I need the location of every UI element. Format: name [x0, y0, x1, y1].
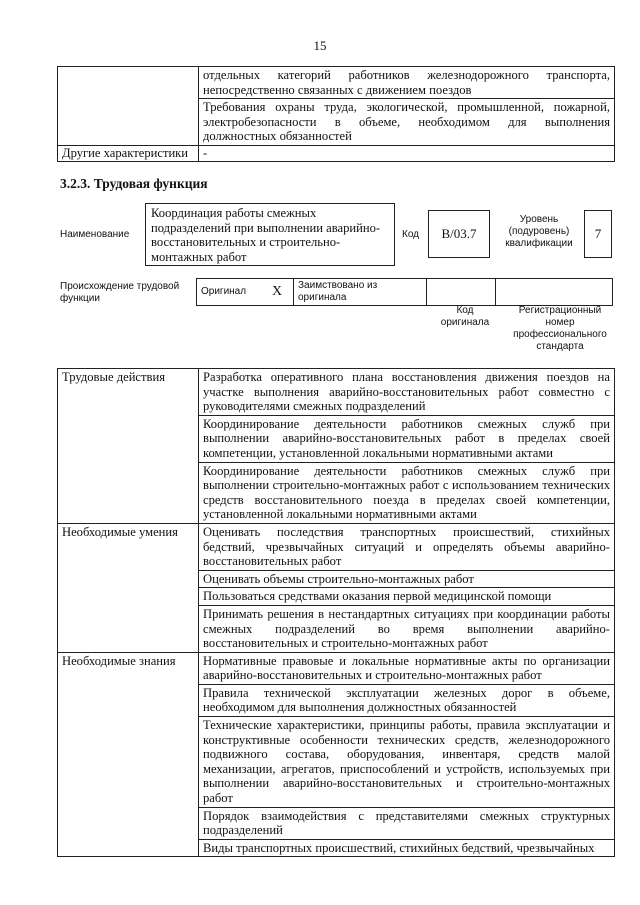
table-row: [58, 523, 615, 652]
row-label: Другие характеристики: [58, 145, 199, 161]
table-cell-text: Правила технической эксплуатации железных дорог в объеме, необходимом для выполнения должностных обязанностей: [199, 685, 614, 717]
row-label: Трудовые действия: [58, 369, 199, 524]
row-label: Необходимые знания: [58, 652, 199, 857]
original-mark: X: [261, 279, 294, 306]
table-row: [58, 145, 615, 161]
table-row: [58, 652, 615, 857]
function-code-box: В/03.7: [428, 210, 490, 258]
table-cell-text: Разработка оперативного плана восстановления движения поездов на участке выполнения аварийно-восстановительных работ совместно с руководителями смежных подразделений: [199, 369, 614, 416]
reg-caption: Регистрационный номер профессионального стандарта: [513, 305, 607, 352]
row-label: Необходимые умения: [58, 523, 199, 652]
borrowed-label: Заимствовано из оригинала: [294, 279, 427, 306]
table-cell-text: Пользоваться средствами оказания первой медицинской помощи: [199, 588, 614, 606]
main-table: [57, 368, 615, 857]
code-label: Код: [402, 229, 420, 240]
page-number: 15: [313, 38, 327, 53]
qualification-level-box: 7: [584, 210, 612, 258]
table-cell-text: Координирование деятельности работников смежных служб при выполнении аварийно-восстановительных работ в пределах своей компетенции, установленной локальными нормативными актами: [199, 416, 614, 463]
table-cell-text: отдельных категорий работников железнодорожного транспорта, непосредственно связанных с движением поездов: [199, 67, 614, 99]
table-cell-text: Виды транспортных происшествий, стихийных бедствий, чрезвычайных: [203, 840, 595, 855]
table-cell-text: Оценивать последствия транспортных происшествий, стихийных бедствий, чрезвычайных ситуаций и определять объемы аварийно-восстановительных работ: [199, 524, 614, 571]
table-cell-text: Порядок взаимодействия с представителями смежных структурных подразделений: [199, 808, 614, 840]
origin-table: [196, 278, 613, 306]
table-cell-text: Требования охраны труда, экологической, промышленной, пожарной, электробезопасности в объеме, необходимом для выполнения должностных обязанностей: [203, 100, 610, 144]
name-label: Наименование: [60, 229, 130, 240]
section-heading: 3.2.3. Трудовая функция: [60, 176, 208, 191]
origin-label: Происхождение трудовой функции: [60, 281, 180, 304]
table-cell-text: -: [199, 145, 615, 161]
table-cell-text: Нормативные правовые и локальные нормативные акты по организации аварийно-восстановительных и строительно-монтажных работ: [199, 653, 614, 685]
level-label: Уровень (подуровень) квалификации: [505, 214, 573, 249]
origin-code-cell: [427, 279, 496, 306]
original-label: Оригинал: [197, 279, 262, 306]
table-cell-text: Оценивать объемы строительно-монтажных работ: [199, 571, 614, 589]
top-table: [57, 66, 615, 162]
code-caption: Код оригинала: [440, 305, 490, 328]
table-row: [58, 369, 615, 524]
function-name-box: Координация работы смежных подразделений при выполнении аварийно-восстановительных и строительно-монтажных работ: [145, 203, 395, 266]
table-cell-text: Координирование деятельности работников смежных служб при выполнении строительно-монтажных работ с использованием технических средств восстановительного поезда в пределах своей компетенции, установленной локальными нормативными актами: [203, 463, 610, 522]
row-label: [58, 67, 199, 146]
table-cell-text: Принимать решения в нестандартных ситуациях при координации работы смежных подразделений во время выполнении аварийно-восстановительных и строительно-монтажных работ: [203, 606, 610, 651]
table-cell-text: Технические характеристики, принципы работы, правила эксплуатации и конструктивные особенности технических средств, железнодорожного подвижного состава, оборудования, инвентаря, средств малой механизации, агрегатов, приспособлений и устройств, используемых при выполнении аварийно-восстановительных и строительно-монтажных работ: [199, 717, 614, 808]
registration-number-cell: [496, 279, 613, 306]
table-row: [58, 67, 615, 146]
